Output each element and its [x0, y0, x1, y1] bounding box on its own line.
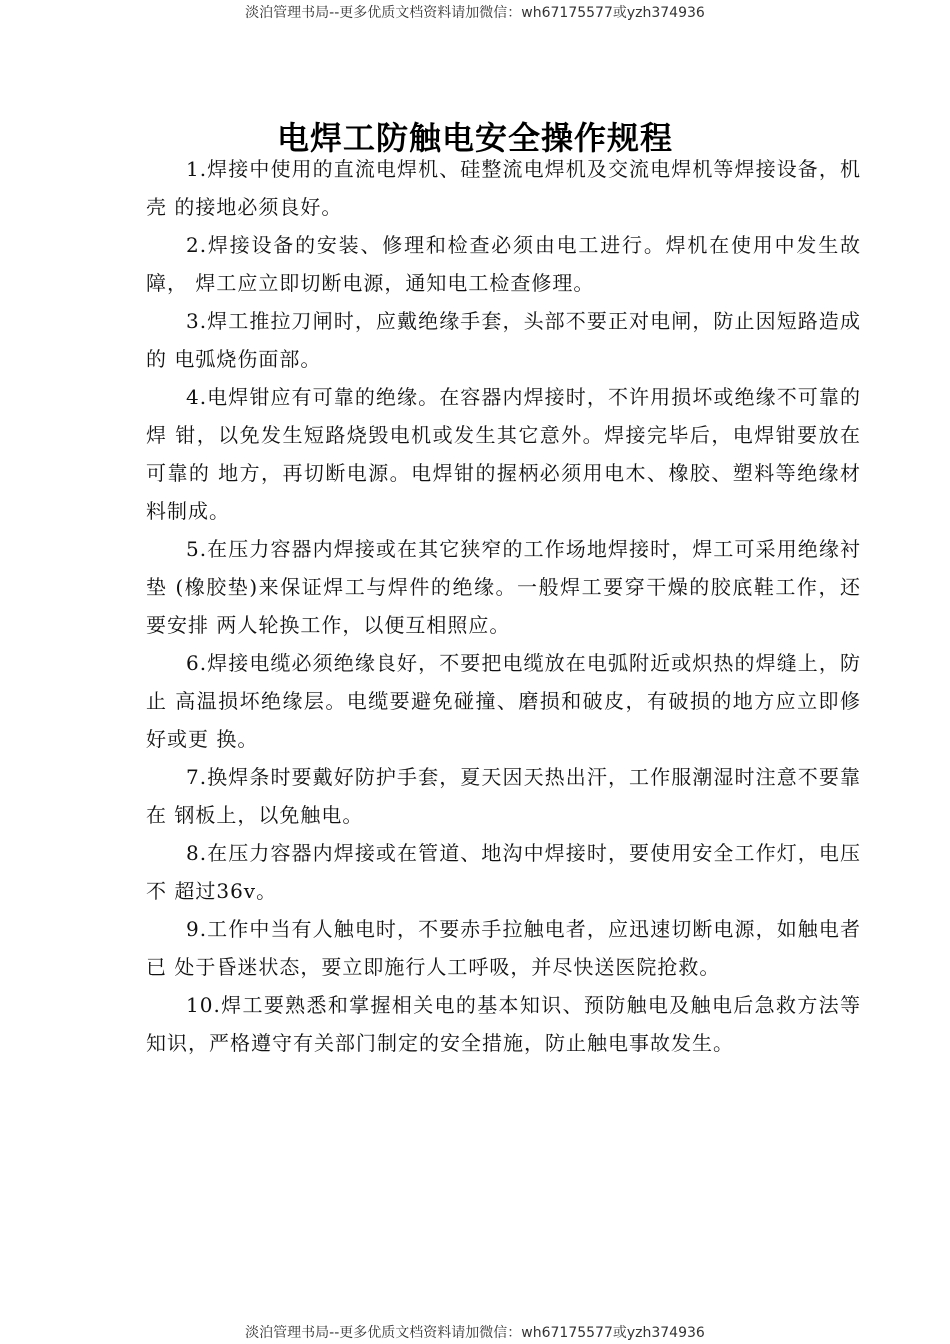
clause-6: 6.焊接电缆必须绝缘良好，不要把电缆放在电弧附近或炽热的焊缝上，防止 高温损坏绝缘层。电缆要避免碰撞、磨损和破皮，有破损的地方应立即修好或更 换。 [146, 651, 861, 751]
clause-2: 2.焊接设备的安装、修理和检查必须由电工进行。焊机在使用中发生故障， 焊工应立即切断电源，通知电工检查修理。 [146, 233, 861, 295]
clause-7: 7.换焊条时要戴好防护手套，夏天因天热出汗，工作服潮湿时注意不要靠在 钢板上，以免触电。 [146, 765, 861, 827]
header-watermark-note: 淡泊管理书局--更多优质文档资料请加微信：wh67175577或yzh374936 [245, 5, 705, 21]
page-title: 电焊工防触电安全操作规程 [276, 119, 673, 158]
clause-1: 1.焊接中使用的直流电焊机、硅整流电焊机及交流电焊机等焊接设备，机壳 的接地必须良好。 [146, 157, 861, 219]
clause-9: 9.工作中当有人触电时，不要赤手拉触电者，应迅速切断电源，如触电者已 处于昏迷状态，要立即施行人工呼吸，并尽快送医院抢救。 [146, 917, 861, 979]
clause-8: 8.在压力容器内焊接或在管道、地沟中焊接时，要使用安全工作灯，电压不 超过36v。 [146, 841, 861, 903]
clause-3: 3.焊工推拉刀闸时，应戴绝缘手套，头部不要正对电闸，防止因短路造成的 电弧烧伤面部。 [146, 309, 861, 371]
clause-10: 10.焊工要熟悉和掌握相关电的基本知识、预防触电及触电后急救方法等 知识，严格遵守有关部门制定的安全措施，防止触电事故发生。 [146, 993, 861, 1055]
document-body [146, 150, 861, 1062]
clause-4: 4.电焊钳应有可靠的绝缘。在容器内焊接时，不许用损坏或绝缘不可靠的焊 钳，以免发生短路烧毁电机或发生其它意外。焊接完毕后，电焊钳要放在可靠的 地方，再切断电源。电焊钳的握柄必须用电木、橡胶、塑料等绝缘材料制成。 [146, 385, 861, 523]
footer-watermark-note: 淡泊管理书局--更多优质文档资料请加微信：wh67175577或yzh374936 [245, 1325, 705, 1341]
clause-5: 5.在压力容器内焊接或在其它狭窄的工作场地焊接时，焊工可采用绝缘衬垫 (橡胶垫)来保证焊工与焊件的绝缘。一般焊工要穿干燥的胶底鞋工作，还要安排 两人轮换工作，以便互相照应。 [146, 537, 861, 637]
